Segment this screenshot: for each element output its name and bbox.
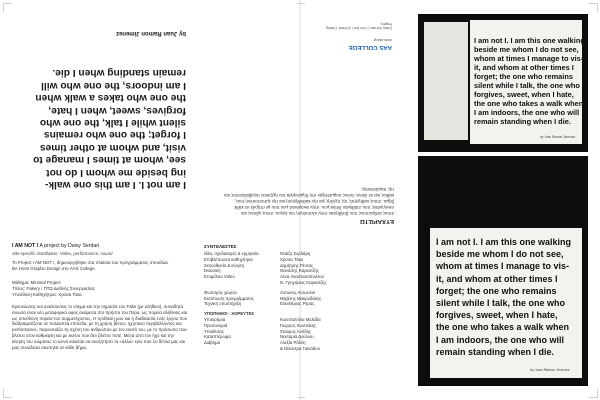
credit-role: Ιδέα, σχεδιασμός & ερμηνεία bbox=[204, 251, 259, 256]
photo-poem-line: whom at times I manage to vis- bbox=[474, 54, 584, 63]
credit-name: Νεκταρία Δούλιου bbox=[280, 334, 314, 340]
poem-line: the one who takes a walk when bbox=[35, 92, 186, 104]
credit-role: Υποθέσεις bbox=[204, 328, 225, 334]
project-subtitle: A project by Daisy Serdari bbox=[39, 243, 100, 249]
project-description-text: Ερευνώντας και αναλύοντας το νόημα και την σημασία του Fake (με αλήθεια), συνειδητά ένιωσα έναν νέο μεταφορικό ύφος ανάμεσα στο Χρήστο του Πέρα, ως πορεία αλήθειας και ως υπεύθυνη πορεία του συμμετέχοντος. Η πρόθεση μου και η διαδικασία ενός έργου που διαδραματίζεται σε πολλαπλά επίπεδα, με τη χρήση βίντεο, ηχητικού περιβάλλοντος και performance, παρουσιάζει τη σχέση του ανθρώπου με τον εαυτό του, με το πρόσωπο που βλέπει στον καθρέφτη και με εκείνο που δεν βλέπει ποτέ. Μέσα από τον ήχο και την κίνηση του σώματος το κοινό καλείται να αναζητήσει το «άλλο» εγώ που ζει δίπλα μας και μας συνοδεύει σιωπηλά σε κάθε βήμα. bbox=[12, 304, 188, 350]
credit-name: Θανάσης Καρκατζής bbox=[280, 268, 320, 274]
credit-role: Διάβημα bbox=[204, 340, 221, 346]
credits-heading: ΣΥΝΤΕΛΕΣΤΕΣ bbox=[204, 244, 237, 249]
photo-signature: by Juan Ramon Jimenez bbox=[530, 368, 570, 372]
credit-name: Νταίζη Σερδάρη bbox=[280, 251, 311, 256]
credit-name: Λένα Αναστασοπούλου bbox=[280, 274, 325, 280]
credit-role: Φωτισμός χώρου bbox=[204, 289, 237, 295]
photo-poem-line: I am indoors, the one who will bbox=[474, 108, 580, 117]
crop-mark bbox=[3, 3, 12, 12]
project-description bbox=[12, 304, 188, 362]
photo-poem-line: remain standing when I die. bbox=[436, 346, 555, 357]
credit-role: Σκηνοθεσία & κίνηση bbox=[204, 262, 245, 268]
poem-line: silent while I talk, the one who bbox=[39, 116, 186, 128]
photo-poem-line: forget; the one who remains bbox=[436, 285, 557, 296]
credit-role: Πρωτονομιά bbox=[204, 322, 228, 328]
photo-poem-line: I am not I. I am this one walking bbox=[474, 36, 585, 45]
credit-role: Εκτύπωση προγράμματος bbox=[204, 295, 254, 301]
crop-mark bbox=[3, 389, 12, 398]
credit-name: Χρύσα Τόκα bbox=[280, 256, 304, 262]
photo-poem-line: the one who takes a walk when bbox=[474, 99, 584, 108]
photo-poem-line: whom at times I manage to vis- bbox=[436, 261, 570, 272]
credit-row bbox=[204, 301, 370, 307]
photo-poem-line: I am indoors, the one who will bbox=[436, 334, 565, 345]
photo-poem-text bbox=[436, 236, 571, 358]
project-meta-line: Μάθημα: Minimal Project bbox=[12, 280, 61, 285]
photo-poem-line: silent while I talk, the one who bbox=[474, 81, 580, 90]
crop-mark bbox=[297, 3, 305, 12]
poem-byline: by Juan Ramon Jimenez bbox=[115, 30, 186, 36]
crop-mark bbox=[589, 389, 598, 398]
credit-name: & Νίλαντρα Γιανάδου bbox=[280, 345, 321, 351]
greek-intro-text: Στους ανθρώπους που βοήθησαν στην υλοποίηση του έργου, στους φίλους και συνεργάτες που στάθηκαν δίπλα μου, στην οικογένειά μου που με στήριξε σε κάθε βήμα, στους καθηγητές της σχολής για την καθοδήγηση και την εμπιστοσύνη τους, καθώς και σε όλους όσους συμμετείχαν στη δημιουργία του ηχητικού περιβάλλοντος και της παράστασης. bbox=[224, 187, 394, 216]
credit-role: Καταπτέρωμα bbox=[204, 334, 231, 340]
credit-role bbox=[204, 346, 280, 352]
credit-role: Μουσική bbox=[204, 268, 221, 274]
poem-line: see, whom at times I manage to bbox=[33, 154, 186, 166]
credits-subheading-text: ΥΠΟΠΗΘΟΙ - ΧΟΡΕΥΤΕΣ bbox=[204, 311, 255, 317]
photo-poem-line: remain standing when I die. bbox=[474, 117, 571, 126]
credit-name: Ν. Γρηγόριος Καρκατζής bbox=[280, 279, 327, 285]
photo-paper-fold bbox=[424, 22, 468, 140]
credit-role bbox=[204, 280, 280, 286]
poem-line: remain standing when I die. bbox=[52, 67, 186, 79]
project-title-line bbox=[12, 243, 99, 249]
credit-row bbox=[204, 280, 370, 286]
poem-line: I am not I. I am this one walk- bbox=[45, 179, 186, 190]
poem-line: I am indoors, the one who will bbox=[41, 79, 186, 91]
photo-signature: by Juan Ramon Jimenez bbox=[540, 135, 576, 139]
photo-poem-line: it, and whom at other times I bbox=[436, 273, 558, 284]
project-meta bbox=[12, 280, 188, 297]
project-info-line: BA Hons Graphic Design στο AAS College. bbox=[12, 265, 96, 271]
photo-folded-print-top bbox=[418, 14, 588, 152]
credit-row bbox=[204, 346, 370, 352]
poem-line: ing beside me whom I do not bbox=[46, 166, 186, 178]
credit-role: Επιμέλεια Video bbox=[204, 274, 235, 280]
photo-folded-print-bottom bbox=[418, 156, 588, 386]
photo-poem-line: it, and whom at other times I bbox=[474, 63, 574, 72]
project-lead: Site specific installation: Video, performance, sound bbox=[12, 251, 113, 256]
credit-name: Σταύρος Αντίδης bbox=[280, 328, 312, 334]
photo-poem-line: beside me whom I do not see, bbox=[474, 45, 579, 54]
photo-poem-line: beside me whom I do not see, bbox=[436, 249, 564, 260]
rotated-greek-intro bbox=[222, 160, 394, 224]
poem-line: I forget; the one who remains bbox=[43, 129, 186, 141]
credit-name: Αντώνης Αντωνίου bbox=[280, 289, 316, 295]
photo-poem-line: forget; the one who remains bbox=[474, 72, 573, 81]
photo-poem-line: forgives, sweet, when I hate, bbox=[436, 310, 558, 321]
poem-line: forgives, sweet, when I hate, bbox=[48, 104, 186, 116]
project-meta-line: Υπεύθυνη Καθηγήτρια: Χρύσα Τόκα bbox=[12, 291, 82, 297]
credit-role: Επιβλέπουσα καθηγήτρια bbox=[204, 256, 253, 262]
credit-role: Τεχνική υποστήριξη bbox=[204, 301, 242, 307]
credit-name: Γιώργος Κωστάκης bbox=[280, 322, 317, 328]
credit-name: Δημήτρης Ρέντας bbox=[280, 262, 314, 268]
college-logo: AAS COLLEGE bbox=[348, 44, 392, 50]
project-info-line: Το Project I AM NOT I, δημιουργήθηκε στα πλαίσια του προγράμματος σπουδών bbox=[12, 260, 169, 265]
crop-mark bbox=[297, 389, 305, 398]
rotated-logo-card bbox=[322, 20, 396, 52]
project-meta-line: Τίτλος: Fakery / ΠΤΩ Διεθνής Συνεργασίας bbox=[12, 285, 95, 291]
credits-list bbox=[204, 251, 370, 352]
college-tagline: Daisy Serdari | I Am Not I (Exhibit, Dating Pages) bbox=[326, 22, 392, 30]
credit-name: Μιχάλης Μακρυδάκης bbox=[280, 295, 322, 301]
credit-name: Κωνσταντίνα Μελάδα bbox=[280, 316, 321, 322]
crop-mark bbox=[589, 3, 598, 12]
rotated-poem-block bbox=[12, 18, 190, 198]
photo-poem-text bbox=[474, 36, 585, 126]
project-title: I AM NOT I bbox=[12, 243, 39, 249]
project-info bbox=[12, 260, 188, 272]
poem-line: visit, and whom at other times bbox=[39, 141, 186, 153]
photo-poem-line: silent while I talk, the one who bbox=[436, 298, 566, 309]
credit-role: Υποκρίτρια bbox=[204, 316, 226, 322]
credit-name: Ελευθέριος Ρέρας bbox=[280, 301, 315, 307]
photo-poem-line: forgives, sweet, when I hate, bbox=[474, 90, 574, 99]
photo-poem-line: the one who takes a walk when bbox=[436, 322, 570, 333]
college-url: www.aas.gr bbox=[373, 38, 392, 42]
poem-text bbox=[14, 66, 186, 190]
photo-poem-line: I am not I. I am this one walking bbox=[436, 237, 572, 247]
credit-name: Αλεξία Ράλλη bbox=[280, 340, 306, 346]
greek-intro-title: ΕΥΧΑΡΙΣΤΩ bbox=[360, 218, 394, 224]
